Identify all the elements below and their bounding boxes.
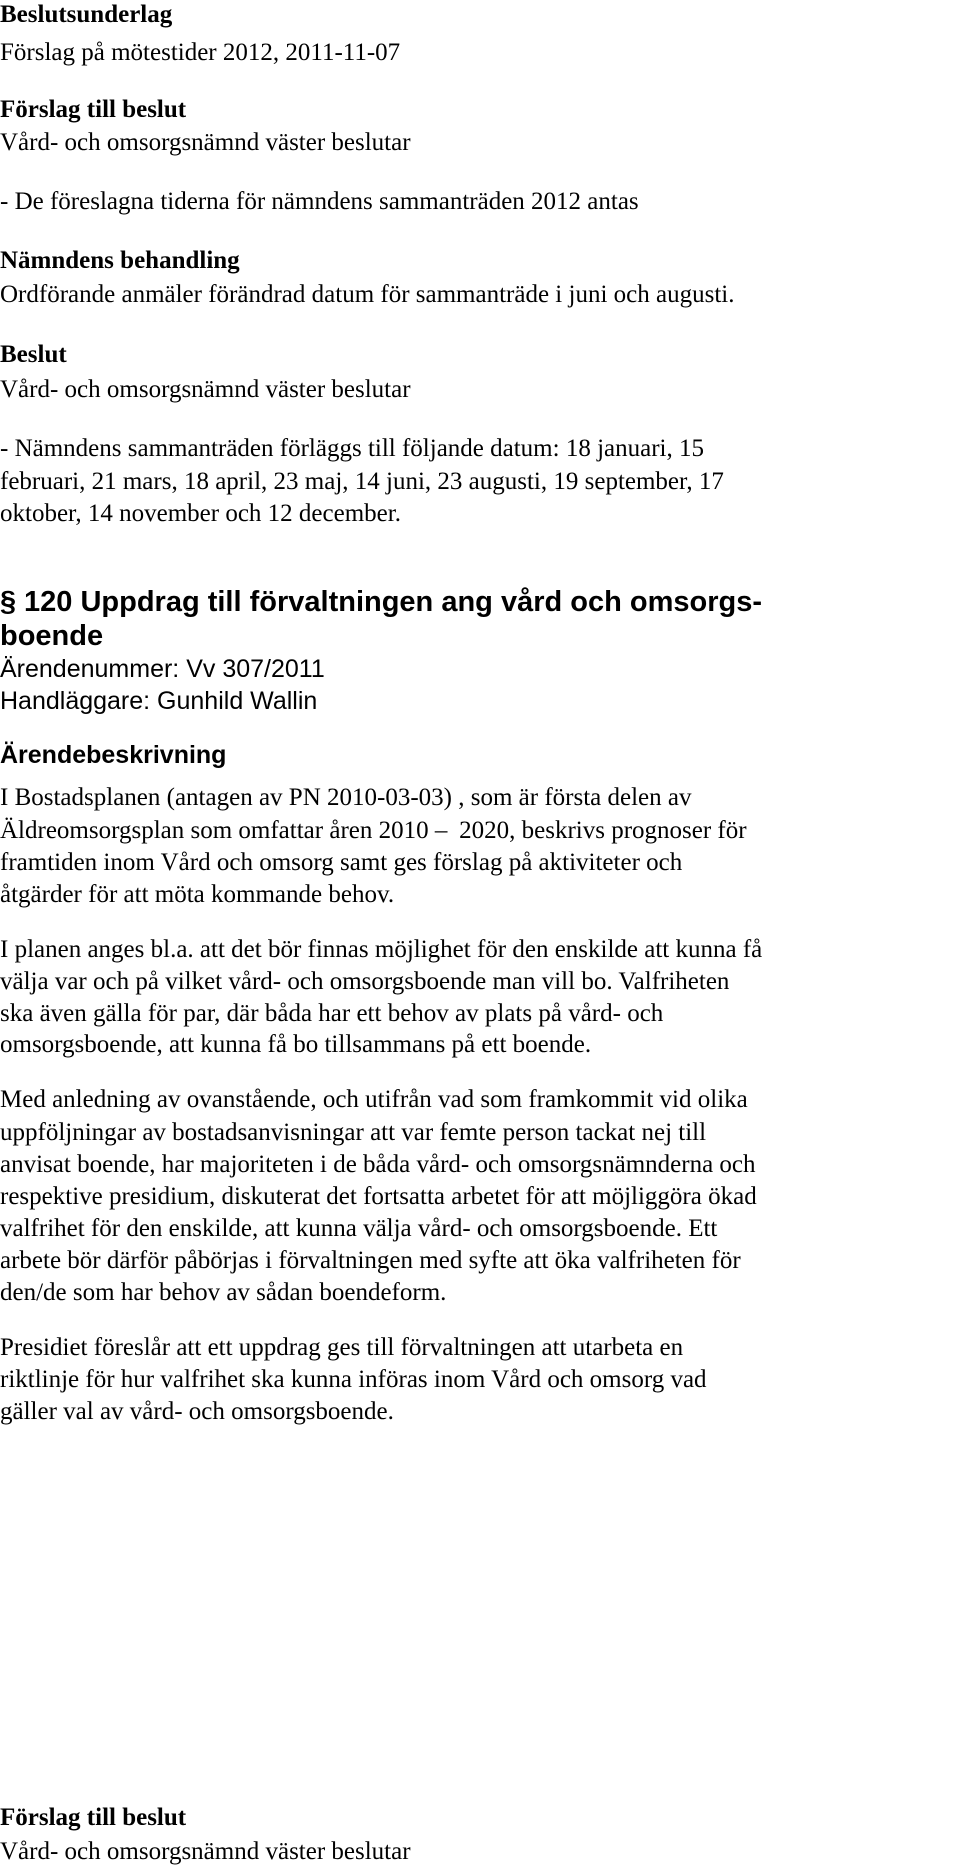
description-p1-line: framtiden inom Vård och omsorg samt ges förslag på aktiviteter och	[0, 849, 683, 876]
description-p1-part: 2020, beskrivs prognoser för	[459, 817, 747, 844]
decision-line: februari, 21 mars, 18 april, 23 maj, 14 juni, 23 augusti, 19 september, 17	[0, 468, 724, 495]
section-title	[0, 588, 762, 617]
proposal-intro: Vård- och omsorgsnämnd väster beslutar	[0, 129, 411, 156]
description-p4-line: Presidiet föreslår att ett uppdrag ges till förvaltningen att utarbeta en	[0, 1334, 684, 1361]
description-p3-line: uppföljningar av bostadsanvisningar att var femte person tackat nej till	[0, 1119, 707, 1146]
description-p1-part: Äldreomsorgsplan som omfattar åren 2010	[0, 817, 429, 844]
case-handler: Handläggare: Gunhild Wallin	[0, 687, 318, 715]
proposal-heading: Förslag till beslut	[0, 96, 187, 123]
description-p1-line	[0, 818, 747, 843]
document-title: Beslutsunderlag	[0, 1, 173, 28]
description-p4-line: gäller val av vård- och omsorgsboende.	[0, 1398, 394, 1425]
proposal-item: - De föreslagna tiderna för nämndens sammanträden 2012 antas	[0, 188, 639, 215]
description-p3-line: arbete bör därför påbörjas i förvaltningen med syfte att öka valfriheten för	[0, 1247, 741, 1274]
section-title-line2: boende	[0, 620, 104, 652]
description-p1-line: I Bostadsplanen (antagen av PN 2010-03-03) , som är första delen av	[0, 784, 692, 811]
section-symbol-icon: §	[0, 586, 17, 618]
case-number: Ärendenummer: Vv 307/2011	[0, 655, 325, 683]
handling-text: Ordförande anmäler förändrad datum för sammanträde i juni och augusti.	[0, 281, 735, 308]
description-p4-line: riktlinje för hur valfrihet ska kunna införas inom Vård och omsorg vad	[0, 1366, 707, 1393]
description-p3-line: valfrihet för den enskilde, att kunna välja vård- och omsorgsboende. Ett	[0, 1215, 718, 1242]
decision-line: oktober, 14 november och 12 december.	[0, 500, 401, 527]
description-p3-line: den/de som har behov av sådan boendeform.	[0, 1279, 447, 1306]
proposal-heading: Förslag till beslut	[0, 1804, 187, 1831]
decision-heading: Beslut	[0, 341, 67, 368]
description-p2-line: omsorgsboende, att kunna få bo tillsammans på ett boende.	[0, 1031, 592, 1058]
section-title-line1: 120 Uppdrag till förvaltningen ang vård och omsorgs-	[24, 586, 762, 618]
decision-intro: Vård- och omsorgsnämnd väster beslutar	[0, 376, 411, 403]
en-dash: –	[434, 817, 448, 844]
description-heading: Ärendebeskrivning	[0, 741, 227, 769]
decision-line: - Nämndens sammanträden förläggs till följande datum: 18 januari, 15	[0, 435, 704, 462]
description-p1-line: åtgärder för att möta kommande behov.	[0, 881, 395, 908]
description-p2-line: ska även gälla för par, där båda har ett behov av plats på vård- och	[0, 1000, 664, 1027]
proposal-intro: Vård- och omsorgsnämnd väster beslutar	[0, 1838, 411, 1865]
description-p3-line: Med anledning av ovanstående, och utifrån vad som framkommit vid olika	[0, 1086, 748, 1113]
handling-heading: Nämndens behandling	[0, 247, 240, 274]
document-subtitle: Förslag på mötestider 2012, 2011-11-07	[0, 39, 401, 66]
description-p2-line: välja var och på vilket vård- och omsorgsboende man vill bo. Valfriheten	[0, 968, 730, 995]
description-p3-line: anvisat boende, har majoriteten i de båda vård- och omsorgsnämnderna och	[0, 1151, 756, 1178]
description-p2-line: I planen anges bl.a. att det bör finnas möjlighet för den enskilde att kunna få	[0, 936, 763, 963]
description-p3-line: respektive presidium, diskuterat det fortsatta arbetet för att möjliggöra ökad	[0, 1183, 757, 1210]
